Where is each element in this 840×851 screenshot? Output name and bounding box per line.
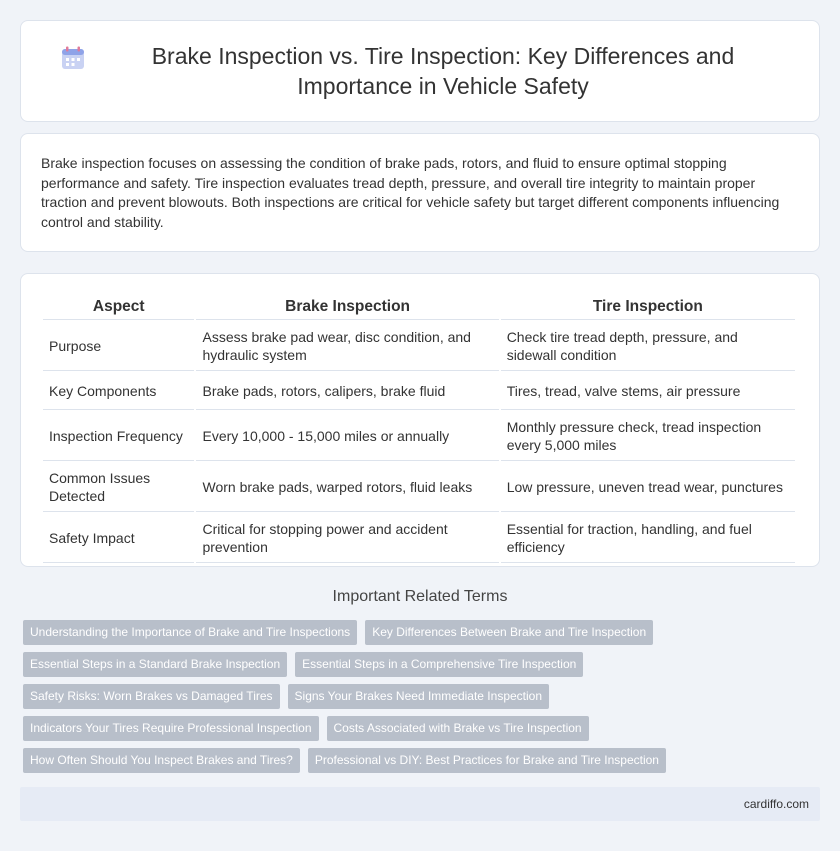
table-row	[43, 412, 795, 461]
header-aspect: Aspect	[43, 294, 194, 320]
cell-aspect: Key Components	[43, 373, 194, 410]
table-row	[43, 322, 795, 371]
intro-text: Brake inspection focuses on assessing the condition of brake pads, rotors, and fluid to ensure optimal stopping performance and safety. Tire inspection evaluates tread depth, pressure, and overall tire integrity to maintain proper traction and prevent blowouts. Both inspections are critical for vehicle safety but target different components influencing control and stability.	[41, 155, 780, 230]
title-wrap	[60, 41, 780, 101]
related-tag[interactable]: Indicators Your Tires Require Professional Inspection	[23, 716, 319, 741]
related-tag[interactable]: How Often Should You Inspect Brakes and Tires?	[23, 748, 300, 773]
cell-aspect: Purpose	[43, 322, 194, 371]
table-row	[43, 373, 795, 410]
table-row	[43, 463, 795, 512]
header-tire: Tire Inspection	[501, 294, 795, 320]
tag-row	[23, 716, 823, 748]
related-terms-list	[23, 620, 823, 780]
cell-brake: Worn brake pads, warped rotors, fluid leaks	[196, 463, 498, 512]
related-tag[interactable]: Professional vs DIY: Best Practices for Brake and Tire Inspection	[308, 748, 666, 773]
related-tag[interactable]: Essential Steps in a Standard Brake Inspection	[23, 652, 287, 677]
tag-row	[23, 620, 823, 652]
cell-aspect: Common Issues Detected	[43, 463, 194, 512]
related-tag[interactable]: Key Differences Between Brake and Tire Inspection	[365, 620, 653, 645]
related-tag[interactable]: Costs Associated with Brake vs Tire Inspection	[327, 716, 589, 741]
tag-row	[23, 652, 823, 684]
related-tag[interactable]: Safety Risks: Worn Brakes vs Damaged Tires	[23, 684, 280, 709]
page-title: Brake Inspection vs. Tire Inspection: Key Differences and Importance in Vehicle Safety	[151, 43, 735, 99]
cell-brake: Critical for stopping power and accident prevention	[196, 514, 498, 563]
cell-brake: Every 10,000 - 15,000 miles or annually	[196, 412, 498, 461]
cell-tire: Monthly pressure check, tread inspection every 5,000 miles	[501, 412, 795, 461]
cell-aspect: Inspection Frequency	[43, 412, 194, 461]
related-tag[interactable]: Understanding the Importance of Brake and Tire Inspections	[23, 620, 357, 645]
tag-row	[23, 684, 823, 716]
related-tag[interactable]: Signs Your Brakes Need Immediate Inspection	[288, 684, 549, 709]
cell-brake: Brake pads, rotors, calipers, brake fluid	[196, 373, 498, 410]
cell-tire: Check tire tread depth, pressure, and sidewall condition	[501, 322, 795, 371]
title-card	[20, 20, 820, 122]
related-terms-heading: Important Related Terms	[332, 588, 508, 605]
comparison-table-card	[20, 273, 820, 567]
footer	[20, 787, 820, 821]
related-tag[interactable]: Essential Steps in a Comprehensive Tire Inspection	[295, 652, 583, 677]
header-brake: Brake Inspection	[196, 294, 498, 320]
calendar-icon	[60, 45, 86, 71]
intro-card	[20, 133, 820, 252]
cell-brake: Assess brake pad wear, disc condition, and hydraulic system	[196, 322, 498, 371]
cell-tire: Low pressure, uneven tread wear, punctures	[501, 463, 795, 512]
tag-row	[23, 748, 823, 780]
cell-tire: Essential for traction, handling, and fuel efficiency	[501, 514, 795, 563]
cell-tire: Tires, tread, valve stems, air pressure	[501, 373, 795, 410]
footer-site-link[interactable]: cardiffo.com	[743, 797, 809, 811]
table-row	[43, 514, 795, 563]
cell-aspect: Safety Impact	[43, 514, 194, 563]
table-header-row	[43, 294, 795, 320]
comparison-table	[41, 292, 797, 565]
